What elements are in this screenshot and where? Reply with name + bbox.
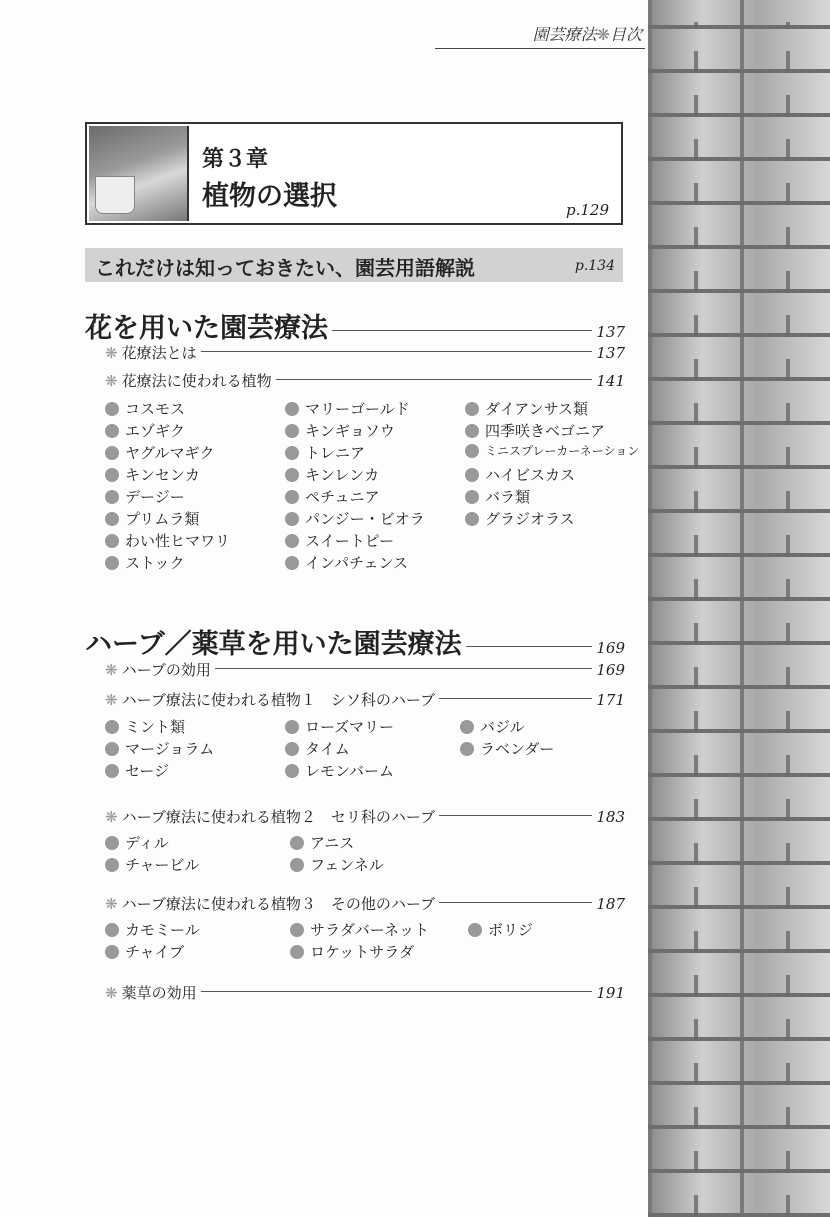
subsection-page: 183 — [596, 808, 625, 826]
bullet-icon — [285, 402, 299, 416]
plant-name: マリーゴールド — [305, 400, 410, 418]
plant-name: トレニア — [305, 444, 366, 462]
asterisk-icon: ❋ — [105, 372, 118, 390]
plant-name: アニス — [310, 834, 355, 852]
plant-name: チャービル — [125, 856, 200, 874]
plant-name: キンセンカ — [125, 466, 200, 484]
chapter-number: 第３章 — [202, 146, 269, 172]
bullet-icon — [285, 468, 299, 482]
bullet-icon — [290, 836, 304, 850]
plant-name: フェンネル — [310, 856, 384, 874]
plant-item — [105, 398, 185, 419]
plant-item — [105, 919, 200, 940]
bullet-icon — [105, 945, 119, 959]
subsection-page: 169 — [596, 661, 625, 679]
brick-wall-texture — [648, 22, 830, 1217]
section-title: ハーブ／薬草を用いた園芸療法 — [85, 629, 462, 660]
leader-line — [332, 330, 592, 331]
leader-line — [201, 351, 593, 352]
subsection-page: 137 — [596, 344, 625, 362]
bullet-icon — [105, 424, 119, 438]
asterisk-icon: ❋ — [105, 808, 118, 826]
plant-name: マージョラム — [125, 740, 215, 758]
bullet-icon — [465, 444, 479, 458]
bullet-icon — [105, 468, 119, 482]
plant-item — [105, 530, 230, 551]
bullet-icon — [105, 720, 119, 734]
plant-item — [105, 552, 185, 573]
bullet-icon — [465, 402, 479, 416]
plant-item — [285, 420, 395, 441]
plant-item — [105, 738, 214, 759]
plant-name: ヤグルマギク — [125, 444, 215, 462]
subsection-title: ハーブの効用 — [121, 661, 211, 679]
bullet-icon — [285, 764, 299, 778]
bullet-icon — [105, 858, 119, 872]
leader-line — [201, 991, 593, 992]
bullet-icon — [285, 720, 299, 734]
running-header — [533, 22, 642, 45]
glossary-title: これだけは知っておきたい、園芸用語解説 — [95, 256, 475, 280]
bullet-icon — [468, 923, 482, 937]
plant-name: ストック — [125, 554, 185, 572]
bullet-icon — [290, 945, 304, 959]
asterisk-icon: ❋ — [105, 661, 118, 679]
plant-name: インパチェンス — [305, 554, 409, 572]
plant-item — [285, 530, 394, 551]
plant-name: カモミール — [125, 921, 200, 939]
subsection-title: ハーブ療法に使われる植物１ シソ科のハーブ — [121, 691, 436, 709]
bullet-icon — [105, 512, 119, 526]
plant-name: ボリジ — [488, 921, 534, 939]
glossary-page: p.134 — [574, 258, 615, 274]
plant-item — [465, 420, 605, 441]
asterisk-icon: ❋ — [105, 691, 118, 709]
asterisk-icon: ❋ — [105, 984, 118, 1002]
plant-name: 四季咲きベゴニア — [485, 422, 606, 440]
plant-item — [285, 464, 379, 485]
plant-name: ミニスプレーカーネーション — [485, 444, 640, 458]
bullet-icon — [285, 556, 299, 570]
plant-name: コスモス — [125, 400, 186, 418]
asterisk-icon: ❋ — [105, 344, 118, 362]
bullet-icon — [105, 742, 119, 756]
plant-name: プリムラ類 — [125, 510, 200, 528]
subsection-title: 薬草の効用 — [121, 984, 197, 1002]
bullet-icon — [105, 923, 119, 937]
bullet-icon — [285, 512, 299, 526]
subsection-entry[interactable] — [105, 370, 625, 391]
subsection-page: 171 — [596, 691, 625, 709]
plant-name: エゾギク — [125, 422, 186, 440]
plant-name: ロケットサラダ — [310, 943, 415, 961]
plant-name: キンギョソウ — [305, 422, 395, 440]
bullet-icon — [465, 490, 479, 504]
plant-name: サラダバーネット — [310, 921, 429, 939]
plant-name: わい性ヒマワリ — [125, 532, 231, 550]
plant-item — [105, 442, 215, 463]
plant-item — [285, 738, 350, 759]
plant-name: ペチュニア — [305, 488, 380, 506]
plant-item — [465, 464, 575, 485]
plant-item — [105, 464, 200, 485]
plant-name: ダイアンサス類 — [485, 400, 589, 418]
plant-item — [285, 552, 408, 573]
bullet-icon — [285, 490, 299, 504]
plant-name: セージ — [125, 762, 170, 780]
plant-name: ラベンダー — [480, 740, 555, 758]
leader-line — [439, 698, 592, 699]
plant-name: パンジー・ビオラ — [305, 510, 425, 528]
plant-name: ハイビスカス — [485, 466, 576, 484]
plant-item — [460, 738, 554, 759]
section-heading[interactable] — [85, 306, 625, 345]
section-title: 花を用いた園芸療法 — [85, 313, 328, 344]
bullet-icon — [105, 534, 119, 548]
leader-line — [439, 902, 592, 903]
plant-item — [290, 832, 354, 853]
bullet-icon — [285, 742, 299, 756]
plant-name: レモンバーム — [305, 762, 394, 780]
plant-item — [465, 486, 530, 507]
header-title: 園芸療法 — [532, 25, 597, 44]
subsection-title: 花療法に使われる植物 — [121, 372, 272, 390]
asterisk-icon: ❋ — [105, 895, 118, 913]
plant-name: タイム — [305, 740, 350, 758]
subsection-entry[interactable] — [105, 806, 625, 827]
plant-name: デージー — [125, 488, 185, 506]
bullet-icon — [465, 512, 479, 526]
plant-item — [290, 854, 384, 875]
subsection-page: 141 — [596, 372, 625, 390]
plant-item — [290, 919, 429, 940]
plant-item — [285, 760, 394, 781]
subsection-entry[interactable] — [105, 342, 625, 363]
header-rule — [435, 48, 645, 49]
bullet-icon — [290, 858, 304, 872]
bullet-icon — [460, 742, 474, 756]
plant-item — [285, 508, 425, 529]
bullet-icon — [460, 720, 474, 734]
bullet-icon — [285, 446, 299, 460]
bullet-icon — [285, 424, 299, 438]
plant-item — [285, 442, 365, 463]
leader-line — [215, 668, 593, 669]
subsection-title: ハーブ療法に使われる植物３ その他のハーブ — [121, 895, 436, 913]
plant-name: ローズマリー — [305, 718, 394, 736]
plant-item — [460, 716, 525, 737]
bullet-icon — [105, 836, 119, 850]
plant-name: チャイブ — [125, 943, 185, 961]
bullet-icon — [105, 402, 119, 416]
plant-item — [468, 919, 533, 940]
plant-item — [105, 420, 185, 441]
subsection-title: ハーブ療法に使われる植物２ セリ科のハーブ — [121, 808, 436, 826]
plant-item — [105, 760, 169, 781]
subsection-entry[interactable] — [105, 893, 625, 914]
plant-item — [105, 941, 184, 962]
plant-item — [285, 716, 394, 737]
section-page: 169 — [596, 639, 625, 657]
plant-name: キンレンカ — [305, 466, 380, 484]
plant-item — [285, 398, 410, 419]
glossary-bar[interactable] — [85, 248, 623, 282]
bullet-icon — [465, 424, 479, 438]
plant-name: バラ類 — [485, 488, 531, 506]
plant-item — [285, 486, 380, 507]
bullet-icon — [285, 534, 299, 548]
chapter-photo — [89, 126, 189, 221]
pot-image — [95, 176, 135, 214]
plant-name: スイートピー — [305, 532, 395, 550]
ornament-icon: ❋ — [596, 25, 610, 44]
bullet-icon — [105, 490, 119, 504]
plant-name: グラジオラス — [485, 510, 575, 528]
section-heading[interactable] — [85, 622, 625, 661]
subsection-title: 花療法とは — [121, 344, 197, 362]
plant-item — [105, 716, 185, 737]
subsection-page: 191 — [596, 984, 625, 1002]
plant-item — [105, 854, 200, 875]
header-toc: 目次 — [609, 25, 642, 44]
bullet-icon — [105, 556, 119, 570]
leader-line — [466, 646, 593, 647]
section-page: 137 — [596, 323, 625, 341]
chapter-title: 植物の選択 — [202, 181, 337, 212]
bullet-icon — [290, 923, 304, 937]
subsection-entry[interactable] — [105, 689, 625, 710]
plant-item — [465, 442, 639, 459]
subsection-entry[interactable] — [105, 982, 625, 1003]
chapter-box — [85, 122, 623, 225]
plant-item — [465, 398, 588, 419]
plant-name: ミント類 — [125, 718, 186, 736]
plant-name: ディル — [125, 834, 169, 852]
subsection-entry[interactable] — [105, 659, 625, 680]
leader-line — [439, 815, 592, 816]
plant-item — [105, 508, 199, 529]
plant-item — [105, 832, 169, 853]
leader-line — [276, 379, 593, 380]
chapter-page[interactable]: p.129 — [565, 201, 609, 219]
plant-item — [105, 486, 185, 507]
bullet-icon — [105, 764, 119, 778]
plant-item — [465, 508, 575, 529]
plant-item — [290, 941, 414, 962]
plant-name: バジル — [480, 718, 525, 736]
subsection-page: 187 — [596, 895, 625, 913]
bullet-icon — [465, 468, 479, 482]
bullet-icon — [105, 446, 119, 460]
